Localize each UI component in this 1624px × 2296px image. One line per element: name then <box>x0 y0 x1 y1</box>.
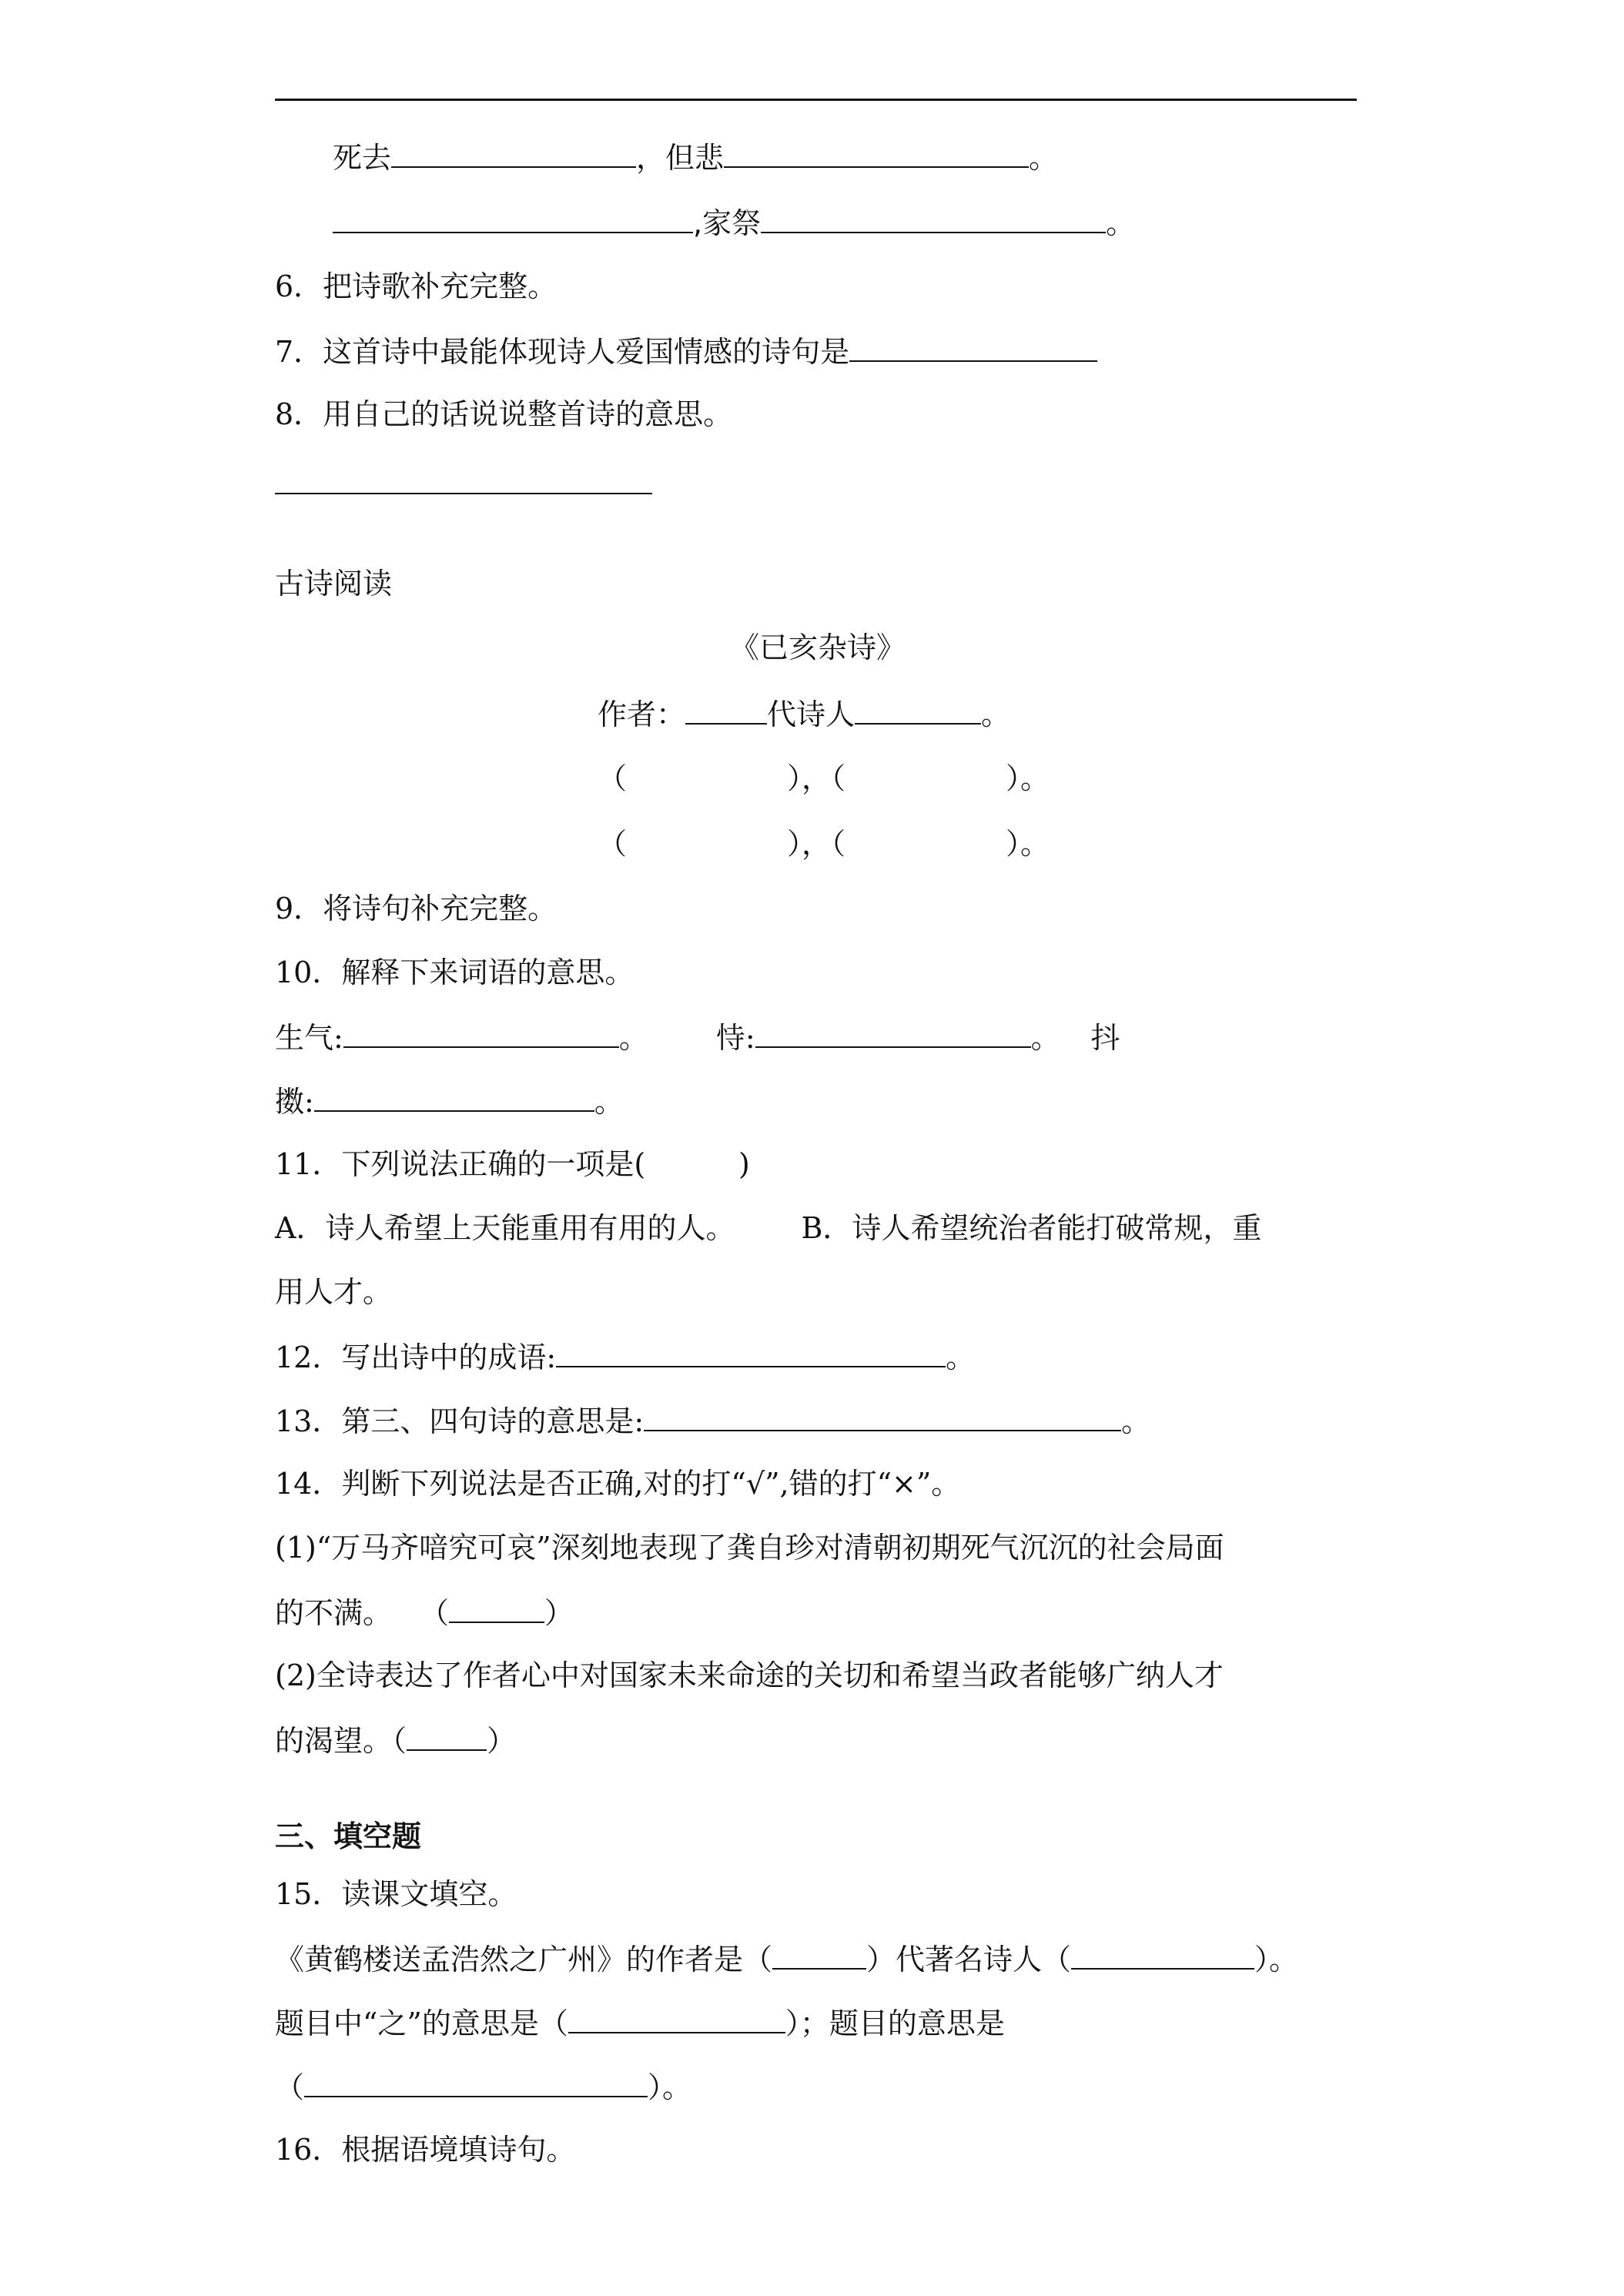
question-10: 10．解释下来词语的意思。 <box>275 956 635 989</box>
dynasty-blank[interactable] <box>772 1940 866 1970</box>
header-rule <box>275 99 1357 101</box>
question-8: 8．用自己的话说说整首诗的意思。 <box>275 397 733 431</box>
answer-line-q8[interactable] <box>275 493 652 494</box>
q14-item-1: (1)“万马齐喑究可哀”深刻地表现了龚自珍对清朝初期死气沉沉的社会局面 <box>275 1531 1224 1565</box>
question-7: 7．这首诗中最能体现诗人爱国情感的诗句是 <box>275 333 1097 370</box>
judgement-blank[interactable] <box>449 1594 544 1623</box>
poem-line-2: （ ），（ ）。 <box>598 827 1050 861</box>
answer-blank[interactable] <box>849 333 1097 362</box>
question-16: 16．根据语境填诗句。 <box>275 2133 576 2167</box>
blank[interactable] <box>333 204 693 233</box>
q10-terms-line-2: 擞: 。 <box>275 1083 624 1120</box>
poem-line-1: （ ），（ ）。 <box>598 761 1050 795</box>
question-12: 12．写出诗中的成语: 。 <box>275 1338 975 1375</box>
option-b[interactable]: B．诗人希望统治者能打破常规，重 <box>801 1211 1262 1245</box>
q5-line-1: 死去 ，但悲 。 <box>333 139 1058 176</box>
blank[interactable] <box>343 1019 619 1048</box>
q14-item-2: (2)全诗表达了作者心中对国家未来命途的关切和希望当政者能够广纳人才 <box>275 1658 1224 1692</box>
q15-line-2: 题目中“之”的意思是（ ）；题目的意思是 <box>275 2004 1005 2041</box>
answer-blank[interactable] <box>644 1402 1121 1431</box>
question-14: 14．判断下列说法是否正确,对的打“√”,错的打“×”。 <box>275 1467 961 1501</box>
poem-title: 《已亥杂诗》 <box>730 631 906 664</box>
section-3-title: 三、填空题 <box>275 1819 422 1853</box>
question-11: 11．下列说法正确的一项是( ) <box>275 1147 750 1181</box>
option-a[interactable]: A．诗人希望上天能重用有用的人。 <box>275 1211 735 1245</box>
dynasty-blank[interactable] <box>685 695 767 725</box>
poet-name-blank[interactable] <box>855 695 981 725</box>
question-13: 13．第三、四句诗的意思是: 。 <box>275 1402 1150 1439</box>
q10-terms-line: 生气: 。 恃: 。 抖 <box>275 1019 1120 1056</box>
poem-author-line: 作者： 代诗人 。 <box>598 695 1010 732</box>
question-9: 9．将诗句补充完整。 <box>275 892 558 925</box>
answer-blank[interactable] <box>556 1338 946 1367</box>
q11-options <box>275 1210 1261 1246</box>
q5-line-2: ,家祭 。 <box>333 204 1135 241</box>
blank[interactable] <box>761 204 1106 233</box>
section-ancient-poem-reading: 古诗阅读 <box>275 567 393 601</box>
blank[interactable] <box>391 139 636 168</box>
judgement-blank[interactable] <box>407 1722 487 1751</box>
question-6: 6．把诗歌补充完整。 <box>275 269 558 303</box>
blank[interactable] <box>724 139 1029 168</box>
poet-blank[interactable] <box>1071 1940 1254 1970</box>
q14-item-1-continued: 的不满。 （ ） <box>275 1594 574 1631</box>
option-b-continued: 用人才。 <box>275 1275 393 1309</box>
question-15: 15．读课文填空。 <box>275 1877 517 1911</box>
meaning-blank[interactable] <box>568 2004 785 2033</box>
blank[interactable] <box>755 1019 1031 1048</box>
blank[interactable] <box>314 1083 594 1112</box>
q15-line-1: 《黄鹤楼送孟浩然之广州》的作者是（ ）代著名诗人（ ）。 <box>275 1940 1298 1977</box>
q15-line-3: （ ）。 <box>275 2068 691 2105</box>
q14-item-2-continued: 的渴望。（ ） <box>275 1722 516 1759</box>
title-meaning-blank[interactable] <box>304 2068 648 2097</box>
